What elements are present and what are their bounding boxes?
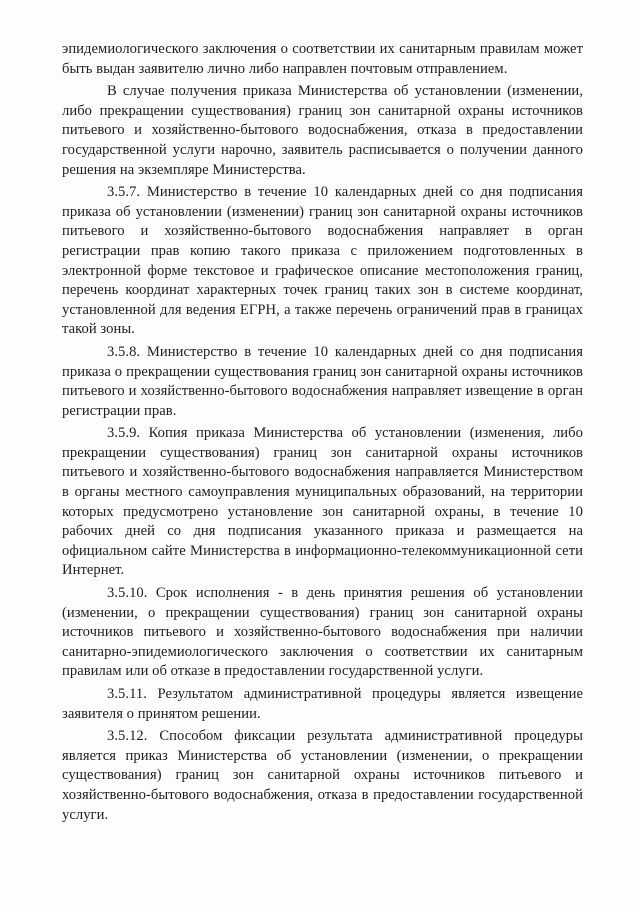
paragraph-3-5-8: 3.5.8. Министерство в течение 10 календарных дней со дня подписания приказа о прекращении существования границ зон санитарной охраны источников питьевого и хозяйственно-бытового водоснабжения направляет извещение в орган регистрации прав. — [62, 343, 583, 419]
paragraph-3-5-9: 3.5.9. Копия приказа Министерства об установлении (изменения, либо прекращении существования) границ зон санитарной охраны источников питьевого и хозяйственно-бытового водоснабжения направляется Министерством в органы местного самоуправления муниципальных образований, на территории которых предусмотрено установление зон санитарной охраны, в течение 10 рабочих дней со дня подписания указанного приказа и размещается на официальном сайте Министерства в информационно-телекоммуникационной сети Интернет. — [62, 425, 583, 579]
paragraph-3-5-7: 3.5.7. Министерство в течение 10 календарных дней со дня подписания приказа об установлении (изменении) границ зон санитарной охраны источников питьевого и хозяйственно-бытового водоснабжения направляет в орган регистрации прав копию такого приказа с приложением подготовленных в электронной форме текстовое и графическое описание местоположения границ, перечень координат характерных точек границ таких зон в системе координат, установленной для ведения ЕГРН, а также перечень ограничений прав в границах такой зоны. — [62, 184, 583, 338]
paragraph-receipt-in-person: В случае получения приказа Министерства об установлении (изменении, либо прекращении существования) границ зон санитарной охраны источников питьевого и хозяйственно-бытового водоснабжения, отказа в предоставлении государственной услуги нарочно, заявитель расписывается о получении данного решения на экземпляре Министерства. — [62, 83, 583, 178]
paragraph-3-5-12: 3.5.12. Способом фиксации результата административной процедуры является приказ Министерства об установлении (изменении, о прекращении существования) границ зон санитарной охраны источников питьевого и хозяйственно-бытового водоснабжения, отказа в предоставлении государственной услуги. — [62, 728, 583, 823]
paragraph-3-5-11: 3.5.11. Результатом административной процедуры является извещение заявителя о принятом решении. — [62, 686, 583, 722]
document-body — [62, 40, 583, 825]
paragraph-continuation: эпидемиологического заключения о соответствии их санитарным правилам может быть выдан заявителю лично либо направлен почтовым отправлением. — [62, 41, 583, 77]
paragraph-3-5-10: 3.5.10. Срок исполнения - в день принятия решения об установлении (изменении, о прекращении существования) границ зон санитарной охраны источников питьевого и хозяйственно-бытового водоснабжения при наличии санитарно-эпидемиологического заключения о соответствии их санитарным правилам или об отказе в предоставлении государственной услуги. — [62, 585, 583, 680]
